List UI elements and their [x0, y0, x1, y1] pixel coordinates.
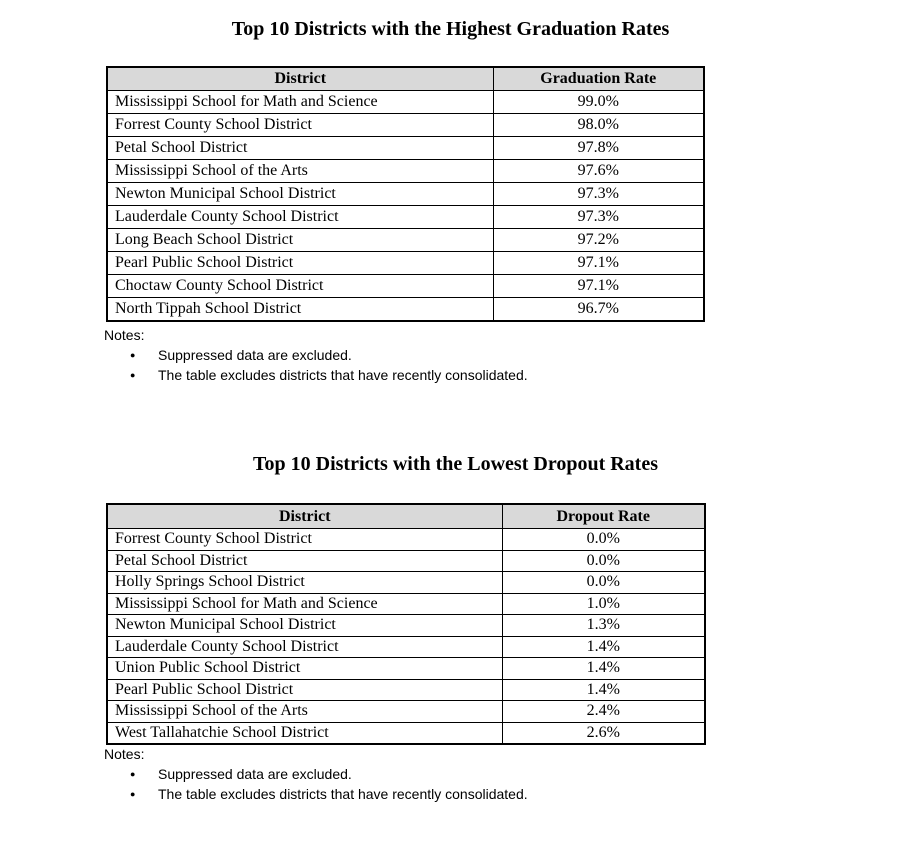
district-cell: Forrest County School District: [107, 529, 502, 551]
rate-cell: 97.2%: [493, 229, 704, 252]
dropout-rate-column-header: Dropout Rate: [502, 504, 705, 529]
rate-cell: 1.4%: [502, 658, 705, 680]
district-cell: Petal School District: [107, 550, 502, 572]
rate-cell: 0.0%: [502, 550, 705, 572]
dropout-table-title: Top 10 Districts with the Lowest Dropout Rates: [253, 453, 658, 475]
district-cell: Mississippi School of the Arts: [107, 160, 493, 183]
table-header-row: [107, 67, 704, 91]
table-row: [107, 701, 705, 723]
note-text: The table excludes districts that have recently consolidated.: [158, 367, 528, 383]
rate-cell: 97.1%: [493, 275, 704, 298]
rate-cell: 97.8%: [493, 137, 704, 160]
rate-cell: 2.6%: [502, 722, 705, 744]
district-cell: Holly Springs School District: [107, 572, 502, 594]
table-row: [107, 160, 704, 183]
note-item: [104, 365, 528, 385]
rate-cell: 96.7%: [493, 298, 704, 322]
district-cell: Union Public School District: [107, 658, 502, 680]
note-text: Suppressed data are excluded.: [158, 766, 352, 782]
dropout-rate-table: [106, 503, 706, 745]
note-text: Suppressed data are excluded.: [158, 347, 352, 363]
district-cell: Petal School District: [107, 137, 493, 160]
rate-cell: 97.3%: [493, 183, 704, 206]
rate-cell: 97.6%: [493, 160, 704, 183]
district-cell: Mississippi School for Math and Science: [107, 91, 493, 114]
bullet-icon: ●: [130, 789, 136, 799]
district-column-header: District: [107, 504, 502, 529]
note-item: [104, 784, 528, 804]
rate-cell: 97.3%: [493, 206, 704, 229]
notes-label: Notes:: [104, 327, 145, 343]
table-row: [107, 298, 704, 322]
district-cell: Long Beach School District: [107, 229, 493, 252]
note-text: The table excludes districts that have recently consolidated.: [158, 786, 528, 802]
graduation-table-title: Top 10 Districts with the Highest Graduation Rates: [231, 18, 670, 40]
table-row: [107, 550, 705, 572]
district-cell: Lauderdale County School District: [107, 636, 502, 658]
district-cell: Mississippi School of the Arts: [107, 701, 502, 723]
table-row: [107, 615, 705, 637]
district-cell: Forrest County School District: [107, 114, 493, 137]
table-row: [107, 679, 705, 701]
rate-cell: 2.4%: [502, 701, 705, 723]
rate-cell: 97.1%: [493, 252, 704, 275]
district-cell: Pearl Public School District: [107, 679, 502, 701]
bullet-icon: ●: [130, 370, 136, 380]
graduation-notes: [104, 325, 528, 385]
graduation-rate-table: [106, 66, 705, 322]
table-row: [107, 658, 705, 680]
rate-cell: 1.0%: [502, 593, 705, 615]
rate-cell: 1.4%: [502, 636, 705, 658]
dropout-notes: [104, 744, 528, 804]
note-item: [104, 764, 528, 784]
bullet-icon: ●: [130, 350, 136, 360]
district-cell: North Tippah School District: [107, 298, 493, 322]
table-row: [107, 572, 705, 594]
rate-cell: 99.0%: [493, 91, 704, 114]
table-row: [107, 137, 704, 160]
district-cell: Pearl Public School District: [107, 252, 493, 275]
bullet-icon: ●: [130, 769, 136, 779]
table-row: [107, 593, 705, 615]
district-cell: West Tallahatchie School District: [107, 722, 502, 744]
district-cell: Newton Municipal School District: [107, 615, 502, 637]
district-cell: Lauderdale County School District: [107, 206, 493, 229]
rate-cell: 1.3%: [502, 615, 705, 637]
rate-cell: 0.0%: [502, 529, 705, 551]
notes-label: Notes:: [104, 746, 145, 762]
table-row: [107, 91, 704, 114]
district-cell: Choctaw County School District: [107, 275, 493, 298]
rate-cell: 0.0%: [502, 572, 705, 594]
table-row: [107, 206, 704, 229]
district-column-header: District: [107, 67, 493, 91]
district-cell: Mississippi School for Math and Science: [107, 593, 502, 615]
table-header-row: [107, 504, 705, 529]
table-row: [107, 114, 704, 137]
rate-cell: 98.0%: [493, 114, 704, 137]
note-item: [104, 345, 528, 365]
district-cell: Newton Municipal School District: [107, 183, 493, 206]
rate-cell: 1.4%: [502, 679, 705, 701]
graduation-rate-column-header: Graduation Rate: [493, 67, 704, 91]
table-row: [107, 529, 705, 551]
table-row: [107, 183, 704, 206]
table-row: [107, 722, 705, 744]
table-row: [107, 275, 704, 298]
table-row: [107, 229, 704, 252]
table-row: [107, 636, 705, 658]
table-row: [107, 252, 704, 275]
